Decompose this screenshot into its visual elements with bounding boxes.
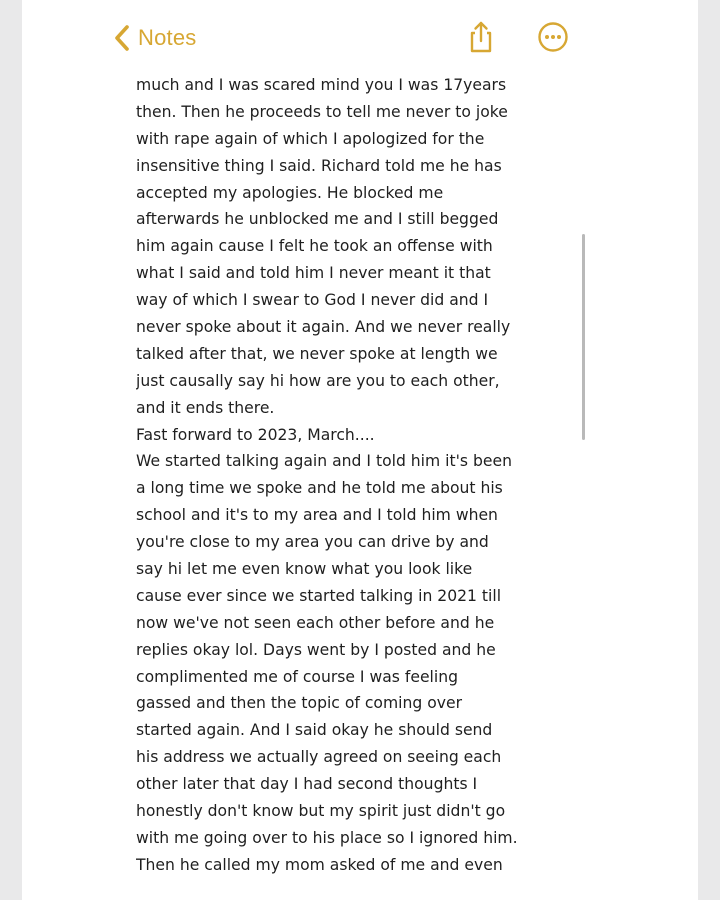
note-text-line: started again. And I said okay he should send — [136, 721, 493, 740]
back-label: Notes — [138, 25, 197, 50]
note-text-line: with me going over to his place so I ignored him. — [136, 828, 518, 847]
note-text-line: him again cause I felt he took an offense with — [136, 237, 493, 256]
note-text-line: afterwards he unblocked me and I still begged — [136, 210, 499, 229]
share-icon — [464, 20, 498, 54]
share-button[interactable] — [464, 20, 498, 54]
note-text-line: Fast forward to 2023, March.... — [136, 425, 375, 444]
note-text-line: complimented me of course I was feeling — [136, 667, 458, 686]
note-text-line: We started talking again and I told him it's been — [136, 452, 512, 471]
note-text-line: his address we actually agreed on seeing each — [136, 748, 502, 767]
note-text-line: Then he called my mom asked of me and even — [136, 855, 503, 874]
note-text-line: just causally say hi how are you to each other, — [136, 371, 500, 390]
note-text-line: a long time we spoke and he told me about his — [136, 479, 503, 498]
notes-screen — [22, 0, 698, 900]
note-text-line: other later that day I had second thoughts I — [136, 775, 478, 794]
note-text-line: what I said and told him I never meant it that — [136, 264, 491, 283]
note-text-line: much and I was scared mind you I was 17years — [136, 76, 507, 94]
more-button[interactable] — [536, 20, 570, 54]
note-text-line: accepted my apologies. He blocked me — [136, 183, 444, 202]
note-text-line: with rape again of which I apologized for the — [136, 129, 485, 148]
note-text-line: way of which I swear to God I never did and I — [136, 291, 489, 310]
note-text-line: cause ever since we started talking in 2021 till — [136, 586, 502, 605]
note-text-line: gassed and then the topic of coming over — [136, 694, 462, 713]
note-text-line: replies okay lol. Days went by I posted and he — [136, 640, 496, 659]
note-text-line: you're close to my area you can drive by and — [136, 533, 489, 552]
chevron-left-icon — [114, 25, 130, 51]
note-text-line: now we've not seen each other before and he — [136, 613, 495, 632]
note-text-line: and it ends there. — [136, 398, 275, 417]
navigation-bar — [22, 0, 698, 72]
note-text-line: talked after that, we never spoke at length we — [136, 344, 498, 363]
note-text-line: then. Then he proceeds to tell me never to joke — [136, 102, 508, 121]
note-text-line: school and it's to my area and I told him when — [136, 506, 498, 525]
ellipsis-circle-icon — [536, 20, 570, 54]
note-body[interactable] — [136, 72, 596, 887]
note-text-line: honestly don't know but my spirit just didn't go — [136, 802, 506, 821]
note-text-line: say hi let me even know what you look like — [136, 560, 473, 579]
back-button[interactable] — [114, 22, 196, 54]
note-text-line: insensitive thing I said. Richard told me he has — [136, 156, 502, 175]
note-text-line: never spoke about it again. And we never really — [136, 318, 511, 337]
scrollbar[interactable] — [582, 234, 585, 440]
